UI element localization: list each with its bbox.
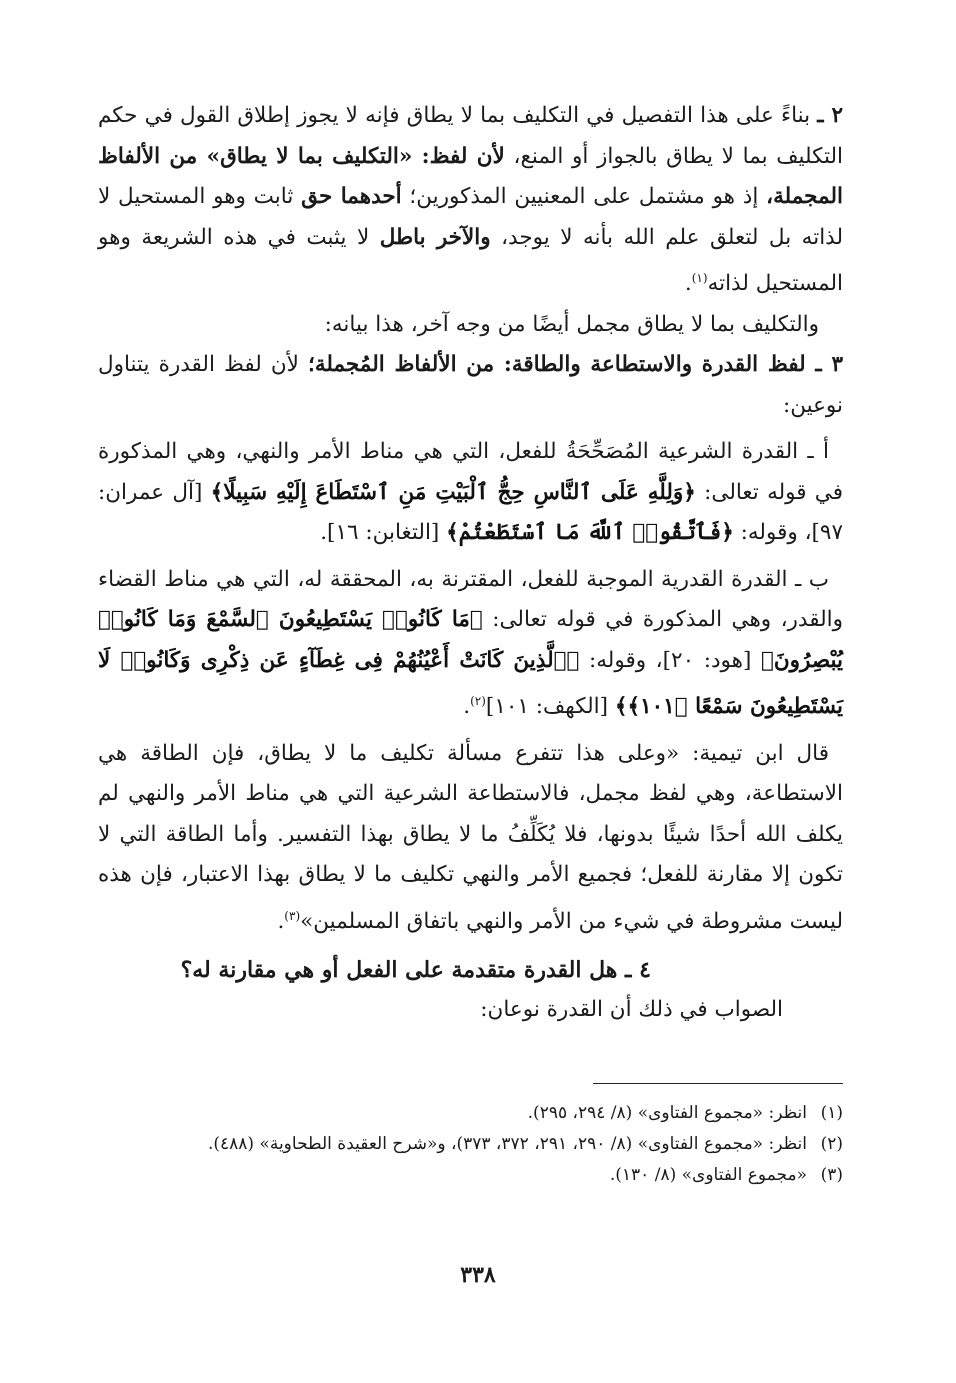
quote-text: قال ابن تيمية: «وعلى هذا تتفرع مسألة تكليف ما لا يطاق، فإن الطاقة هي الاستطاعة، وهي لفظ مجمل، فالاستطاعة الشرعية التي هي مناط الأمر والنهي لم يكلف الله أحدًا شيئًا بدونها، فلا يُكَلِّفُ ما لا يطاق بهذا التفسير. وأما الطاقة التي لا تكون إلا مقارنة للفعل؛ فجميع الأمر والنهي تكليف ما لا يطاق بهذا الاعتبار، فإن هذه ليست مشروطة في شيء من الأمر والنهي باتفاق المسلمين» [98,740,843,934]
verse-citation: [الكهف: ١٠١] [485,694,608,720]
paragraph-2 [98,96,843,305]
paragraph-text: بناءً على هذا التفصيل في التكليف بما لا يطاق فإنه لا يجوز إطلاق القول في حكم التكليف بما لا يطاق بالجواز أو المنع، [98,103,843,169]
bold-phrase: لأن لفظ: «التكليف بما لا يطاق» من الألفاظ المجملة، [98,143,843,209]
footnote-text: «مجموع الفتاوى» (٨/ ١٣٠). [609,1165,807,1185]
quran-verse: ﴿وَلِلَّهِ عَلَى ٱلنَّاسِ حِجُّ ٱلْبَيْتِ مَنِ ٱسْتَطَاعَ إِلَيْهِ سَبِيلًا﴾ [210,479,696,505]
paragraph-text: ثابت وهو المستحيل لا لذاته بل لتعلق علم الله بأنه لا يوجد، [98,184,844,250]
quote-paragraph [98,734,843,943]
footnote-ref[interactable]: (٣) [284,908,301,923]
punctuation: . [684,271,692,297]
footnote-1 [98,1098,843,1129]
paragraph-b [98,560,843,728]
item-number: ٢ ـ [817,103,843,128]
page-body [98,96,843,1030]
section-4-intro: الصواب في ذلك أن القدرة نوعان: [480,997,783,1023]
quran-verse: ﴿مَا كَانُوا۟ يَسْتَطِيعُونَ ٱلسَّمْعَ وَمَا كَانُوا۟ يُبْصِرُونَ﴾ [98,607,843,673]
footnote-text: انظر: «مجموع الفتاوى» (٨/ ٢٩٠، ٢٩١، ٣٧٢، ٣٧٣)، و«شرح العقيدة الطحاوية» (٤٨٨). [207,1134,807,1154]
verse-citation: [التغابن: ١٦]. [320,520,440,546]
footnote-3 [98,1160,843,1191]
paragraph-text: لأن لفظ القدرة يتناول نوعين: [98,352,843,418]
quran-verse: ﴿ٱلَّذِينَ كَانَتْ أَعْيُنُهُمْ فِى غِطَآءٍ عَن ذِكْرِى وَكَانُوا۟ لَا يَسْتَطِيعُونَ سَمْعًا ﴿١٠١﴾﴾ [98,647,843,720]
footnote-number: (٢) [820,1134,843,1154]
bold-phrase: أحدهما حق [301,184,402,209]
quran-verse: ﴿فَٱتَّقُوا۟ ٱللَّهَ مَا ٱسْتَطَعْتُمْ﴾ [446,520,734,546]
paragraph-a [98,432,843,554]
footnote-number: (٣) [820,1165,843,1185]
bold-phrase: ٣ ـ لفظ القدرة والاستطاعة والطاقة: من الألفاظ المُجملة؛ [308,352,843,378]
paragraph-text: إذ هو مشتمل على المعنيين المذكورين؛ [409,184,759,209]
bold-phrase: والآخر باطل [379,224,491,250]
page-number: ٣٣٨ [460,1262,496,1288]
punctuation: . [277,908,285,934]
footnote-2 [98,1129,843,1160]
footnote-number: (١) [820,1103,843,1123]
paragraph-text: ب ـ القدرة القدرية الموجبة للفعل، المقترنة به، المحققة له، التي هي مناط القضاء والقدر، وهي المذكورة في قوله تعالى: [98,566,843,633]
verse-citation: [هود: ٢٠]، وقوله: [589,647,752,673]
footnote-ref[interactable]: (١) [691,271,708,285]
footnote-divider [593,1083,843,1084]
section-heading-4: ٤ ـ هل القدرة متقدمة على الفعل أو هي مقارنة له؟ [180,957,651,984]
paragraph-text: والتكليف بما لا يطاق مجمل أيضًا من وجه آخر، هذا بيانه: [324,311,819,337]
footnote-ref[interactable]: (٢) [470,694,486,709]
paragraph-text: أ ـ القدرة الشرعية المُصَحِّحَةُ للفعل، التي هي مناط الأمر والنهي، وهي المذكورة في قوله تعالى: [98,439,843,505]
paragraph-3 [98,345,843,426]
footnote-text: انظر: «مجموع الفتاوى» (٨/ ٢٩٤، ٢٩٥). [527,1103,807,1123]
punctuation: . [463,694,471,720]
paragraph-2b [98,305,843,346]
paragraph-text: لا يثبت في هذه الشريعة وهو المستحيل لذاته [98,224,843,297]
verse-citation: [آل عمران: ٩٧]، وقوله: [98,479,843,546]
footnotes [98,1098,843,1191]
